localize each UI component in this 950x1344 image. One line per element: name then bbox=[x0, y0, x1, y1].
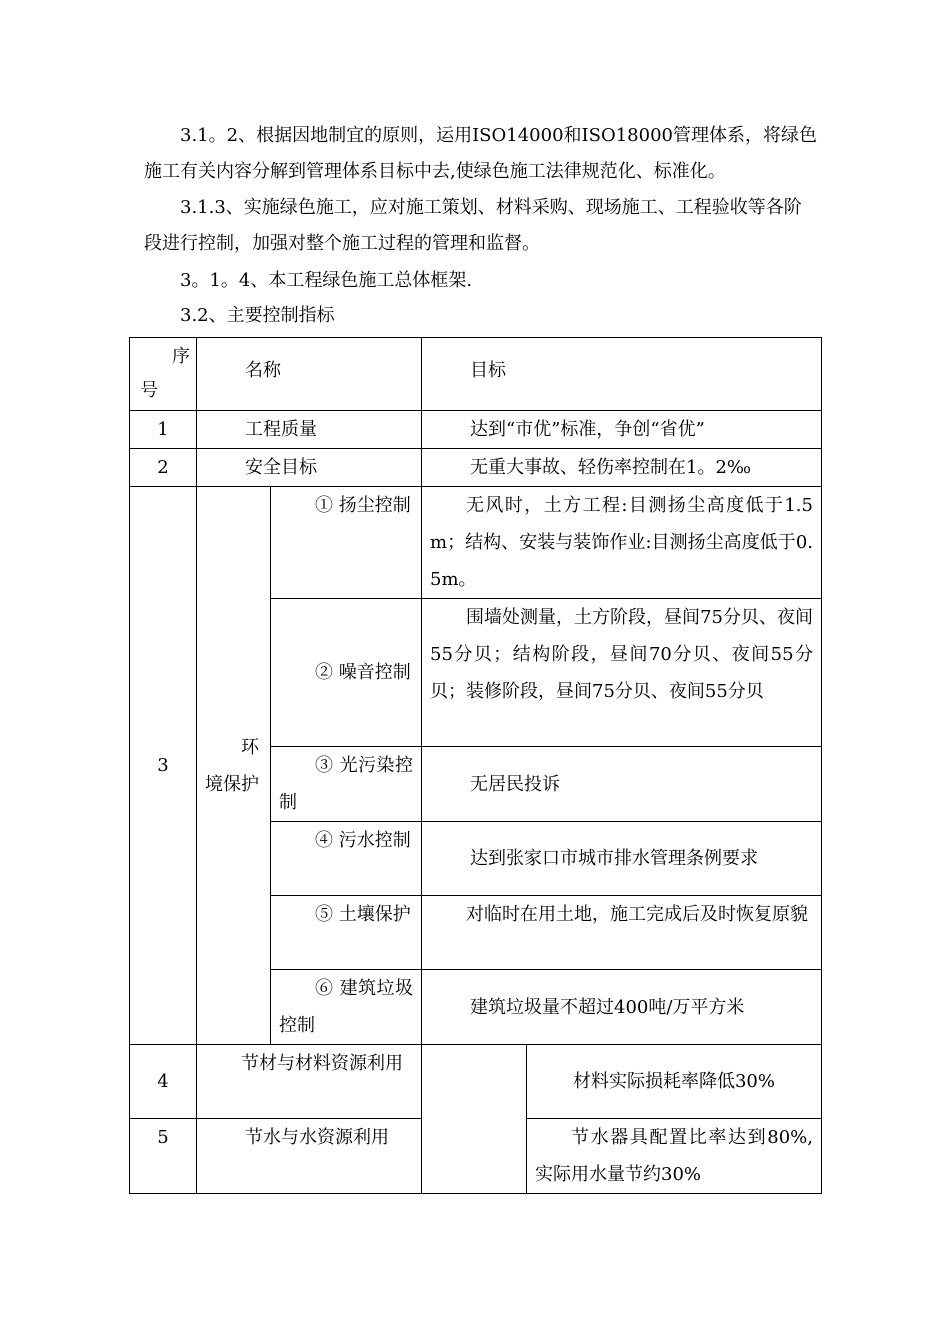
row1-name: 工程质量 bbox=[197, 411, 422, 449]
paragraph-3-1-3: 3.1.3、实施绿色施工，应对施工策划、材料采购、现场施工、工程验收等各阶段进行控制，加强对整个施工过程的管理和监督。 bbox=[144, 197, 802, 254]
row3-seq: 3 bbox=[130, 487, 197, 1045]
row2-seq: 2 bbox=[130, 449, 197, 487]
row4-target: 材料实际损耗率降低30% bbox=[527, 1045, 822, 1119]
row5-target: 节水器具配置比率达到80%,实际用水量节约30% bbox=[527, 1119, 822, 1194]
row3-item2-target: 围墙处测量，土方阶段，昼间75分贝、夜间55分贝；结构阶段，昼间70分贝、夜间55分贝；装修阶段，昼间75分贝、夜间55分贝 bbox=[422, 599, 822, 747]
table-header-row bbox=[130, 338, 822, 411]
row4-5-empty-cell bbox=[422, 1045, 527, 1194]
row3-item1-target: 无风时，土方工程:目测扬尘高度低于1.5m；结构、安装与装饰作业:目测扬尘高度低于0.5m。 bbox=[422, 487, 822, 599]
row3-item2-name: ② 噪音控制 bbox=[271, 599, 422, 747]
paragraph-3-1-2: 3.1。2、根据因地制宜的原则，运用ISO14000和ISO18000管理体系，将绿色施工有关内容分解到管理体系目标中去,使绿色施工法律规范化、标准化。 bbox=[144, 125, 817, 182]
row4-name: 节材与材料资源利用 bbox=[197, 1045, 422, 1119]
row2-name: 安全目标 bbox=[197, 449, 422, 487]
row1-target: 达到“市优”标准，争创“省优” bbox=[422, 411, 822, 449]
row3-item6-name: ⑥ 建筑垃圾控制 bbox=[271, 970, 422, 1045]
row3-group: 环境保护 bbox=[197, 487, 271, 1045]
row4-seq: 4 bbox=[130, 1045, 197, 1119]
row2-target: 无重大事故、轻伤率控制在1。2‰ bbox=[422, 449, 822, 487]
row5-seq: 5 bbox=[130, 1119, 197, 1194]
header-seq-cell bbox=[130, 338, 197, 411]
paragraph-3-1-4: 3。1。4、本工程绿色施工总体框架. bbox=[180, 270, 473, 291]
row3-item3-name: ③ 光污染控制 bbox=[271, 747, 422, 822]
table-row bbox=[130, 487, 822, 599]
row3-item5-target: 对临时在用土地，施工完成后及时恢复原貌 bbox=[422, 896, 822, 970]
row3-item1-name: ① 扬尘控制 bbox=[271, 487, 422, 599]
row3-item6-target: 建筑垃圾量不超过400吨/万平方米 bbox=[422, 970, 822, 1045]
row5-name: 节水与水资源利用 bbox=[197, 1119, 422, 1194]
header-target: 目标 bbox=[422, 338, 822, 411]
row1-seq: 1 bbox=[130, 411, 197, 449]
table-row bbox=[130, 411, 822, 449]
row3-item4-name: ④ 污水控制 bbox=[271, 822, 422, 896]
header-seq-top: 序 bbox=[172, 346, 190, 367]
paragraph-3-2: 3.2、主要控制指标 bbox=[180, 305, 335, 326]
row3-item4-target: 达到张家口市城市排水管理条例要求 bbox=[422, 822, 822, 896]
row3-item3-target: 无居民投诉 bbox=[422, 747, 822, 822]
table-row bbox=[130, 1045, 822, 1119]
row3-item5-name: ⑤ 土壤保护 bbox=[271, 896, 422, 970]
control-index-table bbox=[129, 337, 822, 1194]
table-row bbox=[130, 449, 822, 487]
header-seq-bottom: 号 bbox=[140, 380, 158, 401]
header-name: 名称 bbox=[197, 338, 422, 411]
